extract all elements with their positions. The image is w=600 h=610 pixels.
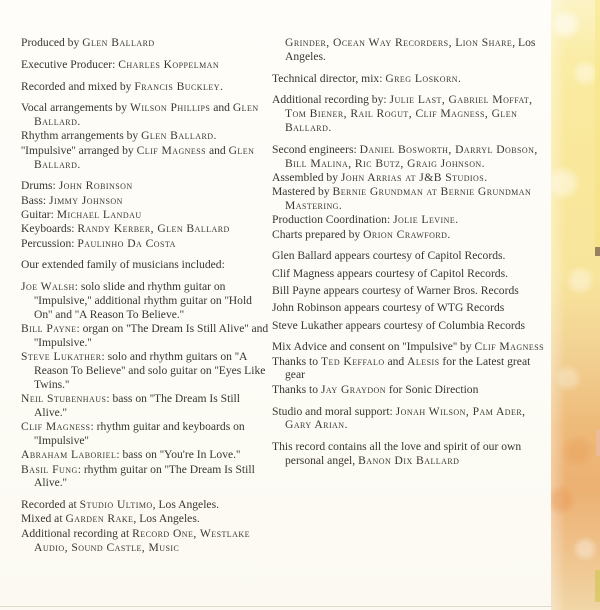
credit-text: Drums: [21,179,59,193]
credit-name-small-caps: Studio Ultimo [79,498,153,512]
credit-paragraph [21,208,273,222]
credit-text: and [210,101,233,115]
credit-name-small-caps: Michael Landau [56,207,142,221]
credit-text: . [213,129,217,143]
credit-text: . [455,213,459,227]
credits-right-column [272,36,544,468]
credit-text: Technical director, mix: [272,71,386,85]
credit-paragraph [21,194,273,208]
credit-text: Glen Ballard appears courtesy of Capitol Records. [272,249,506,263]
credit-text: : rhythm guitar on ''The Dream Is Still Alive.'' [34,462,255,490]
credit-paragraph [21,129,273,143]
credit-text: for Sonic Direction [386,382,479,396]
credit-paragraph [21,280,273,321]
credit-name-small-caps: Orion Crawford [363,227,448,241]
credit-name-small-caps: Garden Rake [65,512,134,526]
credit-text: Second engineers: [272,142,360,156]
scan-artifact-olive [595,570,600,602]
credit-paragraph [21,36,273,50]
credit-text: Charts prepared by [272,227,364,241]
credit-text: Bass: [21,193,50,207]
credit-name-small-caps: Banon Dix Ballard [358,453,460,467]
credit-paragraph [272,383,544,397]
credit-text: Produced by [21,36,83,49]
credit-text: Guitar: [21,207,57,221]
credit-name-small-caps: Wilson Phillips [129,101,211,115]
credit-paragraph [272,440,544,468]
credit-name-small-caps: Jonah Wilson, Pam Ader, Gary Arian [285,404,526,432]
credit-paragraph [21,448,273,462]
credit-text: Additional recording at [21,526,133,540]
credit-paragraph [272,405,544,433]
credit-name-small-caps: John Robinson [58,179,133,193]
credit-name-small-caps: Neil Stubenhaus [21,392,107,406]
credit-paragraph [272,228,544,242]
credit-name-small-caps: Charles Koppelman [118,57,220,71]
scan-artifact-dash [595,247,600,256]
credit-text: Executive Producer: [21,57,119,71]
scan-artifact-pink [596,430,600,456]
credit-paragraph [272,355,544,383]
credit-paragraph [272,185,544,213]
credit-text: : solo and rhythm guitars on ''A Reason To Believe'' and solo guitar on ''Eyes Like Twins.'' [34,350,266,391]
credit-paragraph [21,420,273,448]
credit-text: for the Latest great gear [285,354,531,382]
credit-paragraph [21,222,273,236]
credit-paragraph [21,58,273,72]
credit-text: Rhythm arrangements by [21,129,142,143]
credit-paragraph [21,322,273,350]
credit-name-small-caps: John Arrias at J&B Studios [340,170,485,184]
credit-name-small-caps: Greg Loskorn [385,71,458,85]
credit-paragraph [272,171,544,185]
credit-text: Assembled by [272,170,341,184]
page-bottom-edge-line [0,606,551,607]
credit-text: Mastered by [272,185,333,199]
credit-name-small-caps: Daniel Bosworth, Darryl Dobson, Bill Malina, Ric Butz, Graig Johnson [285,142,538,170]
scan-edge-highlight [595,0,600,250]
credit-paragraph [21,258,273,272]
credit-name-small-caps: Grinder, Ocean Way Recorders, Lion Share [285,36,513,49]
credit-text: . [344,418,348,432]
credit-text: : bass on ''You're In Love.'' [116,448,241,462]
credit-text: . [481,156,485,170]
credit-name-small-caps: Steve Lukather [21,350,102,364]
credit-text: . [447,227,451,241]
credits-left-column [21,36,273,555]
credit-name-small-caps: Paulinho Da Costa [77,236,176,250]
credit-text: . [77,115,81,129]
credit-text: Production Coordination: [272,213,394,227]
credit-text: . [457,71,461,85]
credit-name-small-caps: Glen Ballard [82,36,155,49]
credit-name-small-caps: Ted Keffalo [320,354,385,368]
credit-text: Additional recording by: [272,93,390,107]
credit-name-small-caps: Jay Graydon [320,382,386,396]
credit-text: Clif Magness appears courtesy of Capitol Records. [272,266,509,280]
watercolor-gradient-strip [551,0,600,610]
credit-text: Vocal arrangements by [21,101,130,115]
credit-name-small-caps: Record One, Westlake Audio, Sound Castle, Music [34,526,250,554]
credit-paragraph [21,144,273,172]
credit-paragraph [21,350,273,391]
credit-text: Thanks to [272,382,321,396]
credit-text: . [338,198,342,212]
credit-name-small-caps: Francis Buckley [134,79,220,93]
credit-text: Thanks to [272,354,321,368]
credit-text: Mixed at [21,512,66,526]
credit-paragraph [272,249,544,263]
credit-name-small-caps: Bernie Grundman at Bernie Grundman Mastering [285,185,532,212]
credit-text: : rhythm guitar and keyboards on ''Impulsive'' [34,420,245,447]
credit-text: , Los Angeles. [133,512,200,526]
credit-paragraph [21,512,273,526]
credit-name-small-caps: Glen Ballard [34,101,259,129]
credit-name-small-caps: Jimmy Johnson [49,193,123,207]
credit-text: Recorded at [21,498,80,512]
credit-name-small-caps: Clif Magness [474,340,544,354]
credit-paragraph [272,213,544,227]
credit-paragraph [21,498,273,512]
credit-text: , Los Angeles. [285,36,536,63]
credit-name-small-caps: Glen Ballard [34,143,255,171]
credit-name-small-caps: Clif Magness [136,143,207,157]
credit-text: . [328,120,332,134]
credit-text: : solo slide and rhythm guitar on ''Impulsive,'' additional rhythm guitar on ''Hold On'' and ''A Reason To Believe.'' [34,280,252,321]
credit-name-small-caps: Jolie Levine [393,213,456,227]
credit-name-small-caps: Julie Last, Gabriel Moffat, Tom Biener, Rail Rogut, Clif Magness, Glen Ballard [285,93,533,134]
credit-text: Percussion: [21,236,78,250]
credit-text: This record contains all the love and spirit of our own personal angel, [272,440,522,467]
credit-paragraph [272,301,544,315]
credit-text: : bass on ''The Dream Is Still Alive.'' [34,392,240,419]
credit-paragraph [21,179,273,193]
credit-paragraph [21,463,273,491]
credit-text: Keyboards: [21,222,78,236]
credit-name-small-caps: Joe Walsh [21,280,75,294]
credit-text: Recorded and mixed by [21,79,135,93]
credit-text: . [219,79,223,93]
credit-text: . [484,170,488,184]
credit-name-small-caps: Glen Ballard [141,129,214,143]
credit-text: Our extended family of musicians included: [21,258,225,272]
credit-text: Steve Lukather appears courtesy of Columbia Records [272,318,526,332]
credit-paragraph [272,340,544,354]
credit-paragraph [272,72,544,86]
credit-paragraph [21,392,273,420]
credit-paragraph [272,284,544,298]
credit-paragraph [272,267,544,281]
credit-text: ''Impulsive'' arranged by [21,143,137,157]
credit-paragraph [21,237,273,251]
credit-text: . [77,157,81,171]
credit-paragraph [272,36,544,64]
credit-text: Mix Advice and consent on ''Impulsive'' by [272,340,475,354]
credit-text: and [384,354,408,368]
credit-paragraph [21,527,273,555]
credit-name-small-caps: Alesis [407,354,440,368]
credit-name-small-caps: Bill Payne [21,322,77,336]
credit-text: and [206,143,229,157]
credit-name-small-caps: Abraham Laboriel [21,448,117,462]
credit-paragraph [272,143,544,171]
credit-name-small-caps: Clif Magness [21,420,91,434]
credit-paragraph [272,319,544,333]
credit-paragraph [21,80,273,94]
credit-text: : organ on ''The Dream Is Still Alive'' and ''Impulsive.'' [34,322,269,349]
credit-text: Studio and moral support: [272,404,396,418]
credit-paragraph [21,101,273,129]
credit-text: John Robinson appears courtesy of WTG Records [272,301,505,315]
credit-text: Bill Payne appears courtesy of Warner Bros. Records [272,283,519,297]
credit-paragraph [272,93,544,134]
credit-text: , Los Angeles. [152,498,219,512]
credit-name-small-caps: Basil Fung [21,462,78,476]
credit-name-small-caps: Randy Kerber, Glen Ballard [77,222,230,236]
